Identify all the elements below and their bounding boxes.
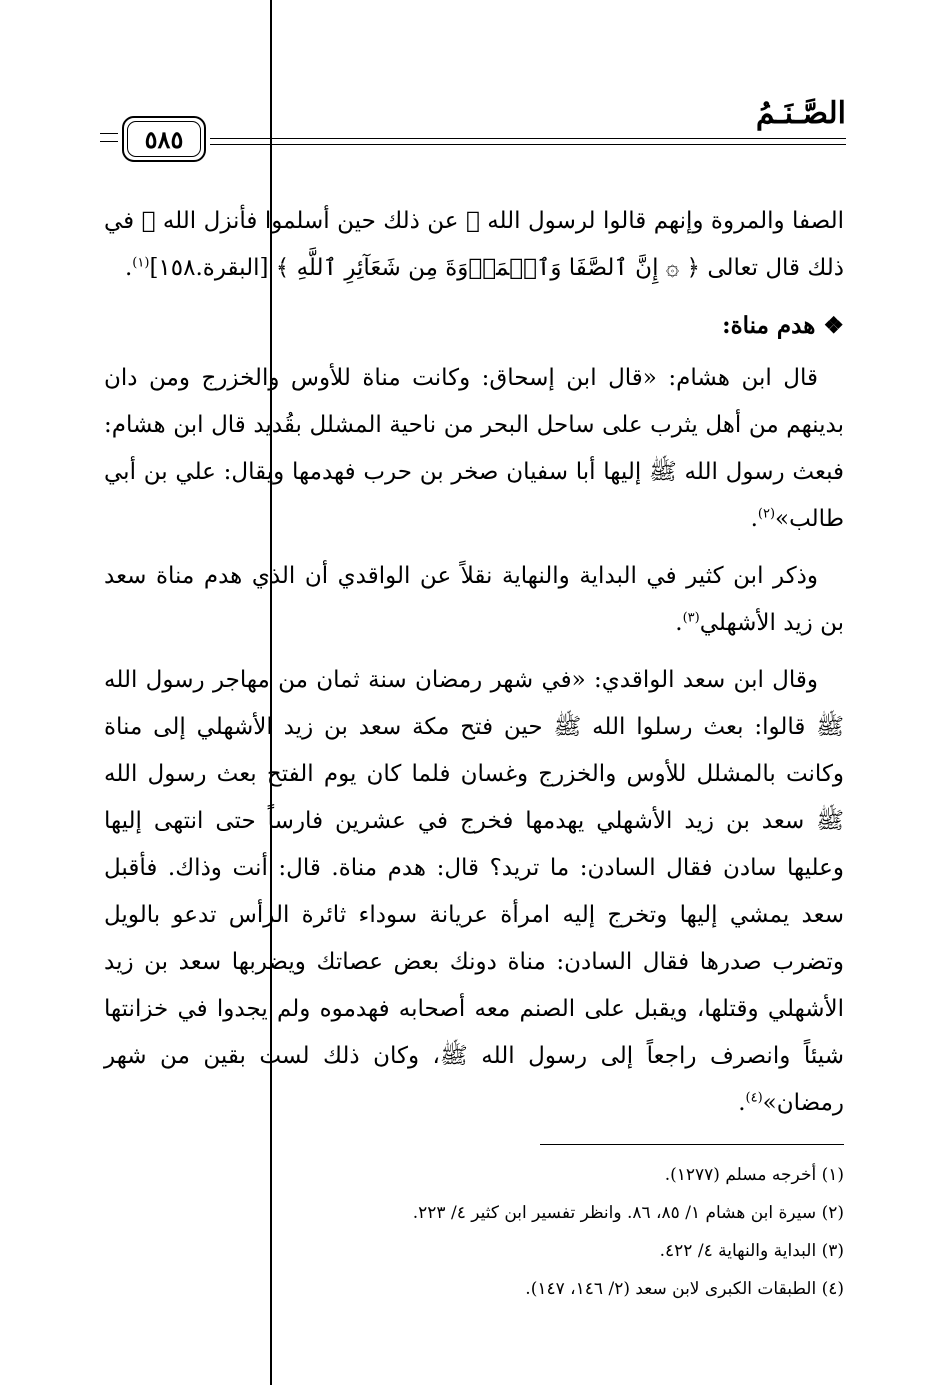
footnote-3: (٣) البداية والنهاية ٤/ ٤٢٢. (659, 1241, 844, 1261)
footnote-rule (540, 1144, 844, 1145)
paragraph-4 (104, 657, 844, 1127)
footnotes (300, 1156, 844, 1308)
header-rule (210, 138, 846, 145)
paragraph-1 (104, 198, 844, 292)
paragraph-1-text: الصفا والمروة وإنهم قالوا لرسول الله ﷺ عن ذلك حين أسلموا فأنزل الله ﷻ في ذلك قال تعالى ﴿ ۞ إِنَّ ٱلصَّفَا وَٱلۡمَرۡوَةَ مِن شَعَآئِرِ ٱللَّهِ ﴾ [البقرة.١٥٨] (104, 208, 844, 281)
page-number-frame (122, 116, 206, 162)
footnote-2: (٢) سيرة ابن هشام ١/ ٨٥، ٨٦. وانظر تفسير ابن كثير ٤/ ٢٢٣. (412, 1203, 844, 1223)
paragraph-2 (104, 355, 844, 543)
footnote-ref-4: (٤) (745, 1090, 763, 1106)
paragraph-3-text: وذكر ابن كثير في البداية والنهاية نقلاً عن الواقدي أن الذي هدم مناة سعد بن زيد الأشهلي (104, 563, 844, 636)
paragraph-2-text: قال ابن هشام: «قال ابن إسحاق: وكانت مناة للأوس والخزرج ومن دان بدينهم من أهل يثرب على ساحل البحر من ناحية المشلل بقُديد قال ابن هشام: فبعث رسول الله ﷺ إليها أبا سفيان صخر بن حرب فهدمها ويقال: علي بن أبي طالب» (104, 365, 844, 532)
footnote-ref-1: (١) (132, 255, 150, 271)
paragraph-2-end: . (750, 506, 758, 532)
paragraph-3 (104, 553, 844, 647)
page-number: ٥٨٥ (144, 124, 184, 154)
paragraph-4-end: . (738, 1090, 746, 1116)
running-title: الصَّـنَـمُ (755, 96, 846, 131)
body-text (104, 198, 844, 1137)
footnote-ref-2: (٢) (757, 506, 776, 522)
page-number-ornament (100, 133, 118, 142)
footnote-ref-3: (٣) (682, 610, 700, 626)
paragraph-1-end: . (124, 255, 133, 281)
paragraph-3-end: . (675, 610, 683, 636)
footnote-1: (١) أخرجه مسلم (١٢٧٧). (664, 1165, 844, 1185)
paragraph-4-text: وقال ابن سعد الواقدي: «في شهر رمضان سنة ثمان من مهاجر رسول الله ﷺ قالوا: بعث رسلوا الله ﷺ حين فتح مكة سعد بن زيد الأشهلي إلى مناة وكانت بالمشلل للأوس والخزرج وغسان فلما كان يوم الفتح بعث رسول الله ﷺ سعد بن زيد الأشهلي يهدمها فخرج في عشرين فارساً حتى انتهى إليها وعليها سادن فقال السادن: ما تريد؟ قال: هدم مناة. قال: أنت وذاك. فأقبل سعد يمشي إليها وتخرج إليه امرأة عريانة سوداء ثائرة الرأس تدعو بالويل وتضرب صدرها فقال السادن: مناة دونك بعض عصاتك ويضربها سعد بن زيد الأشهلي وقتلها، ويقبل على الصنم معه أصحابه فهدموه ولم يجدوا في خزانتها شيئاً وانصرف راجعاً إلى رسول الله ﷺ، وكان ذلك لست بقين من شهر رمضان» (104, 667, 844, 1116)
footnote-4: (٤) الطبقات الكبرى لابن سعد (٢/ ١٤٦، ١٤٧). (525, 1279, 844, 1299)
section-heading: ❖ هدم مناة: (722, 312, 844, 339)
